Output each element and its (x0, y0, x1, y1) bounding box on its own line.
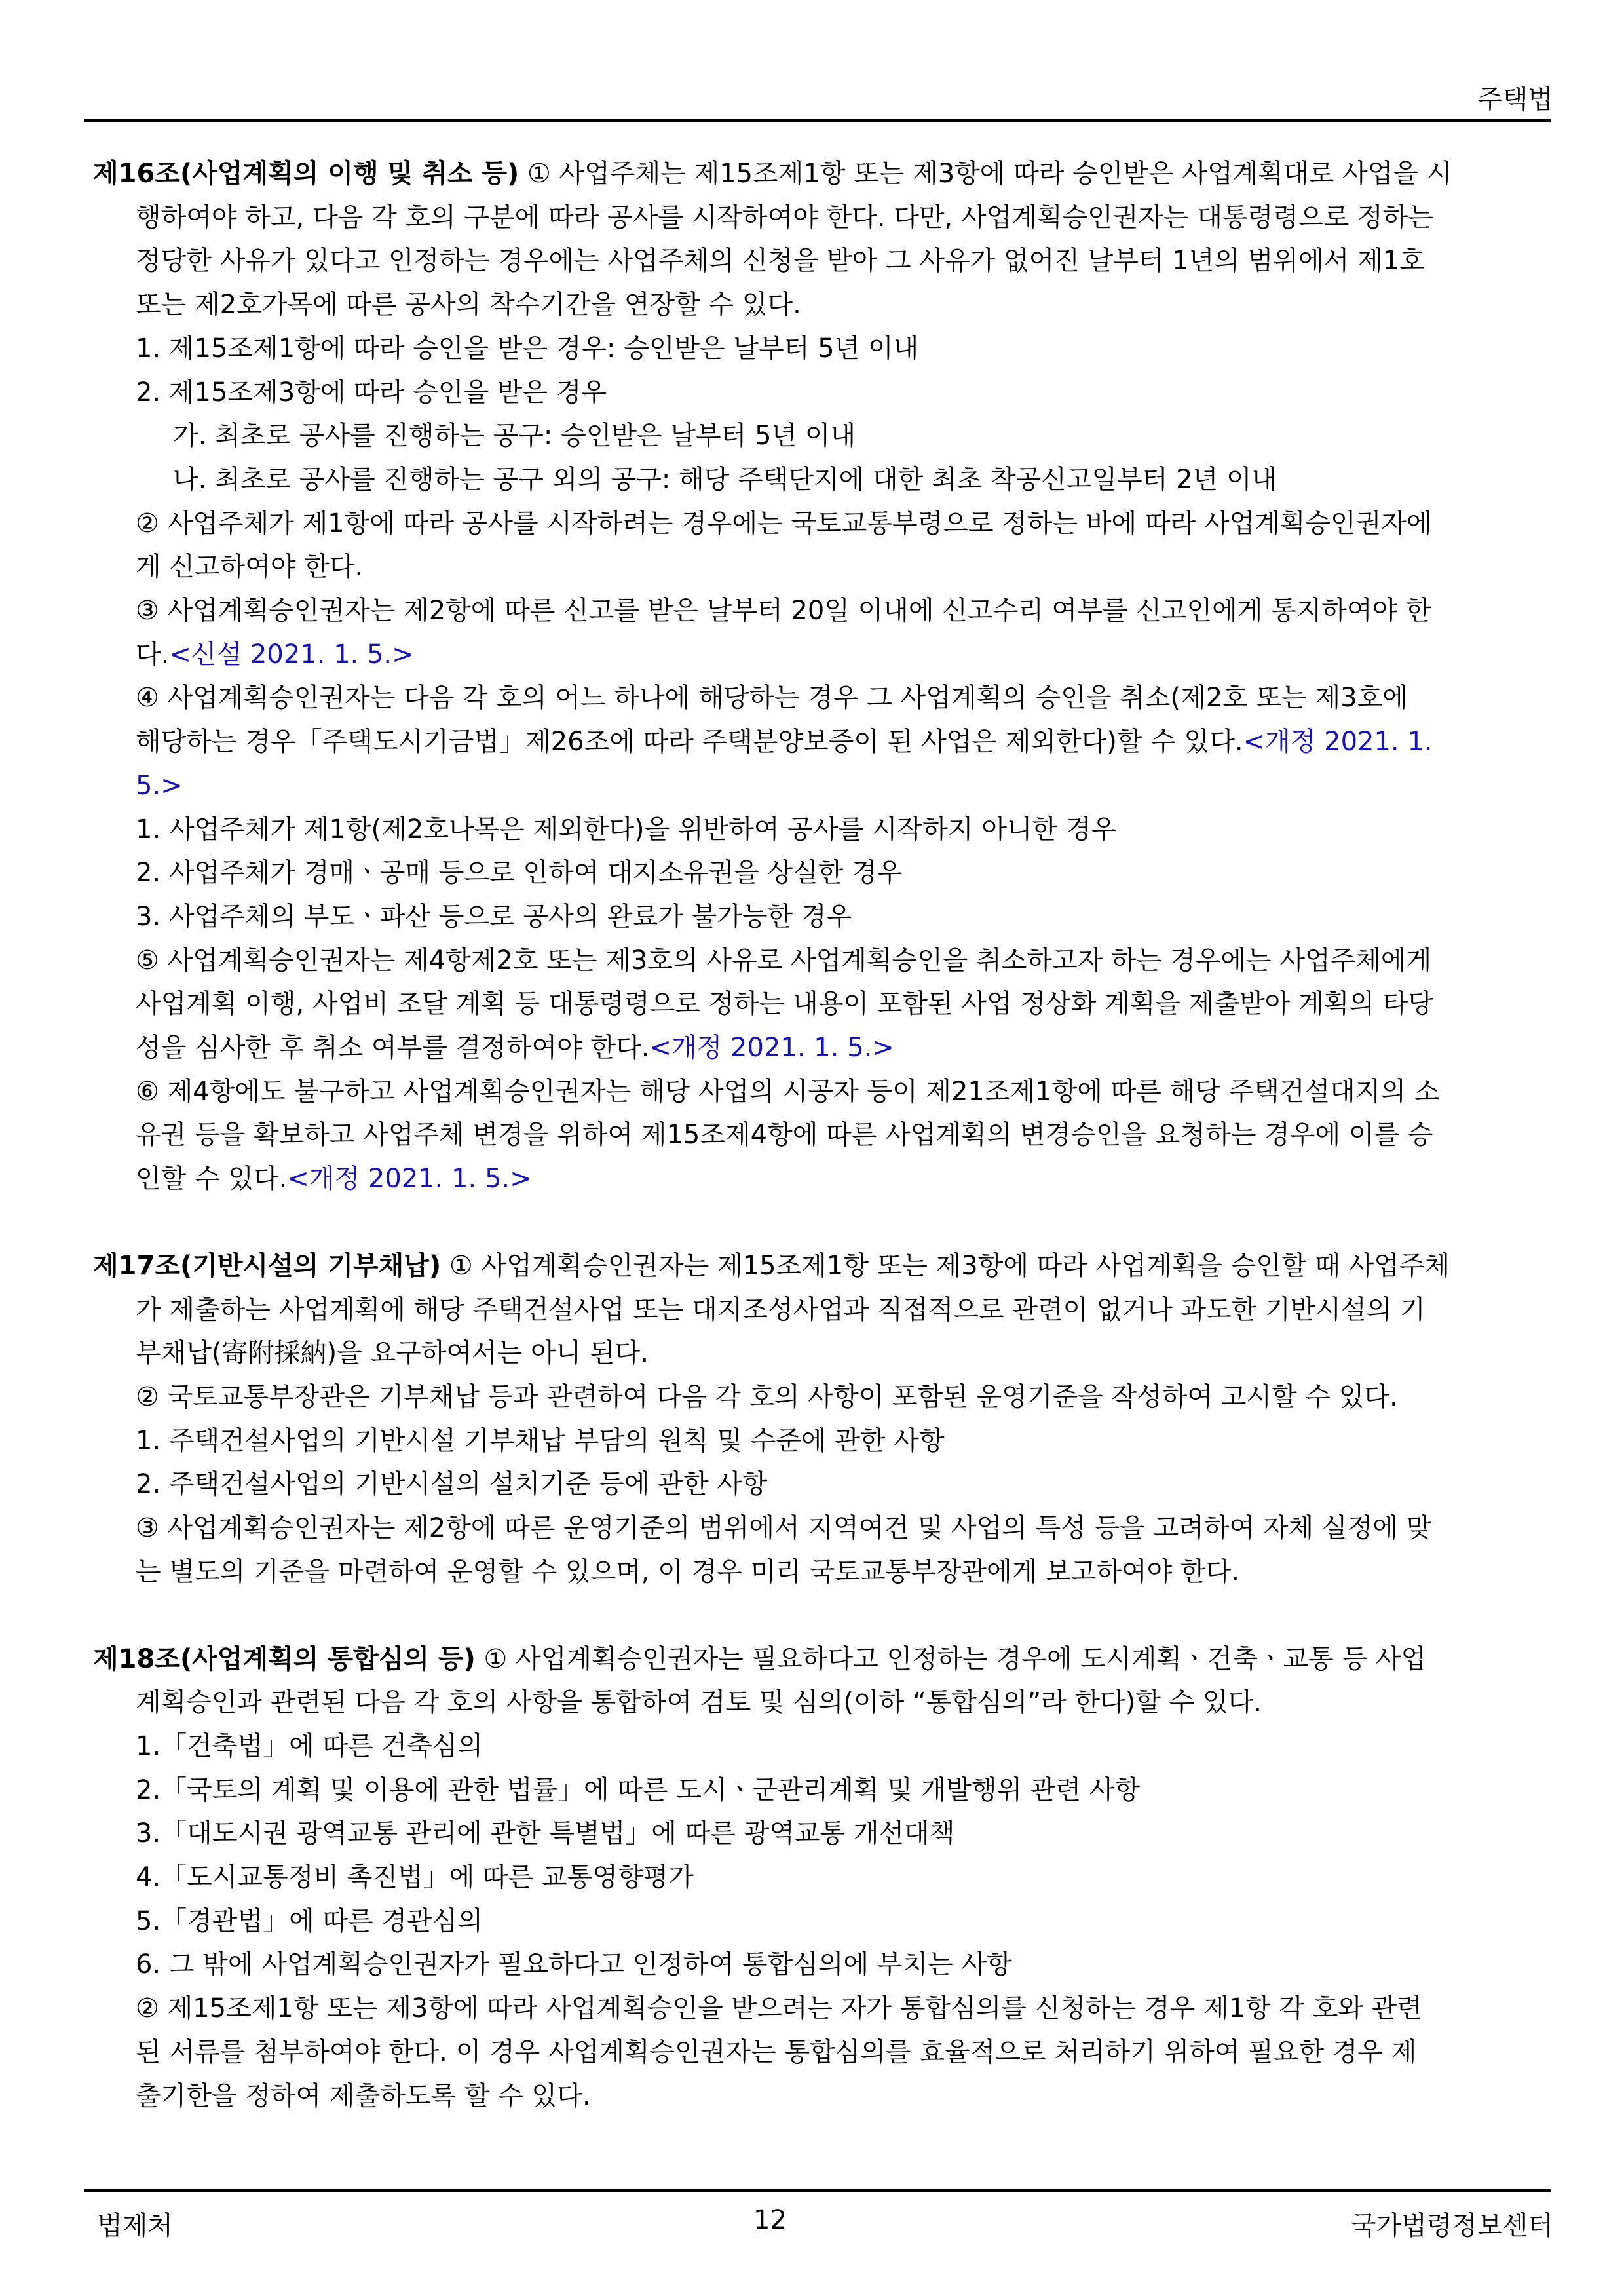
line-text: 사업계획 이행, 사업비 조달 계획 등 대통령령으로 정하는 내용이 포함된 사업 정상화 계획을 제출받아 계획의 타당 (136, 989, 1433, 1020)
article-text-line (93, 545, 1551, 589)
line-text: 3.「대도시권 광역교통 관리에 관한 특별법」에 따른 광역교통 개선대책 (136, 1818, 955, 1849)
line-text: 유권 등을 확보하고 사업주체 변경을 위하여 제15조제4항에 따른 사업계획의 변경승인을 요청하는 경우에 이를 승 (136, 1120, 1433, 1151)
article-text-line (93, 1725, 1551, 1769)
line-text: ② 제15조제1항 또는 제3항에 따라 사업계획승인을 받으려는 자가 통합심의를 신청하는 경우 제1항 각 호와 관련 (136, 1993, 1422, 2024)
line-text: 2. 주택건설사업의 기반시설의 설치기준 등에 관한 사항 (136, 1469, 768, 1500)
line-text: ⑤ 사업계획승인권자는 제4항제2호 또는 제3호의 사유로 사업계획승인을 취소하고자 하는 경우에는 사업주체에게 (136, 945, 1432, 976)
article-title: 제17조(기반시설의 기부채납) (93, 1250, 442, 1281)
line-text: 3. 사업주체의 부도ㆍ파산 등으로 공사의 완료가 불가능한 경우 (136, 901, 852, 932)
article-text-line (93, 939, 1551, 983)
line-text: 5.「경관법」에 따른 경관심의 (136, 1905, 483, 1936)
line-text: 나. 최초로 공사를 진행하는 공구 외의 공구: 해당 주택단지에 대한 최초 착공신고일부터 2년 이내 (173, 464, 1277, 495)
line-text: 6. 그 밖에 사업계획승인권자가 필요하다고 인정하여 통합심의에 부치는 사항 (136, 1949, 1012, 1980)
article-text-line (93, 1769, 1551, 1812)
footer-source: 국가법령정보센터 (1350, 2211, 1553, 2241)
line-text: 1.「건축법」에 따른 건축심의 (136, 1731, 483, 1761)
article-text-line (93, 1113, 1551, 1157)
line-text: ③ 사업계획승인권자는 제2항에 따른 신고를 받은 날부터 20일 이내에 신고수리 여부를 신고인에게 통지하여야 한 (136, 596, 1431, 626)
amendment-note: <개정 2021. 1. 5.> (287, 1164, 532, 1195)
line-text: 출기한을 정하여 제출하도록 할 수 있다. (136, 2080, 591, 2111)
article-heading-line (93, 1244, 1551, 1288)
article-text-line (93, 764, 1551, 808)
article-text-line (93, 1463, 1551, 1506)
footer-publisher: 법제처 (97, 2211, 173, 2241)
article-text-line (93, 1681, 1551, 1725)
line-text: ⑥ 제4항에도 불구하고 사업계획승인권자는 해당 사업의 시공자 등이 제21조제1항에 따른 해당 주택건설대지의 소 (136, 1076, 1440, 1107)
line-text: ③ 사업계획승인권자는 제2항에 따른 운영기준의 범위에서 지역여건 및 사업의 특성 등을 고려하여 자체 실정에 맞 (136, 1513, 1432, 1544)
line-text: 는 별도의 기준을 마련하여 운영할 수 있으며, 이 경우 미리 국토교통부장관에게 보고하여야 한다. (136, 1556, 1239, 1587)
line-text: ① 사업주체는 제15조제1항 또는 제3항에 따라 승인받은 사업계획대로 사업을 시 (519, 159, 1452, 189)
article-text-line (93, 239, 1551, 283)
article-text-line (93, 283, 1551, 327)
article-text-line (93, 1419, 1551, 1463)
article-text-line (93, 720, 1551, 764)
article-title: 제16조(사업계획의 이행 및 취소 등) (93, 159, 519, 189)
article-text-line (93, 1288, 1551, 1332)
article-text-line (93, 414, 1551, 458)
line-text: ② 국토교통부장관은 기부채납 등과 관련하여 다음 각 호의 사항이 포함된 운영기준을 작성하여 고시할 수 있다. (136, 1381, 1398, 1412)
article-text-line (93, 808, 1551, 852)
line-text: 가 제출하는 사업계획에 해당 주택건설사업 또는 대지조성사업과 직접적으로 관련이 없거나 과도한 기반시설의 기 (136, 1294, 1426, 1325)
article-text-line (93, 895, 1551, 939)
amendment-note: <개정 2021. 1. 5.> (649, 1033, 894, 1063)
article-text-line (93, 2031, 1551, 2075)
article-text-line (93, 1375, 1551, 1419)
article-text-line (93, 1550, 1551, 1594)
line-text: 해당하는 경우「주택도시기금법」제26조에 따라 주택분양보증이 된 사업은 제외한다)할 수 있다. (136, 727, 1243, 757)
page-number: 12 (753, 2205, 787, 2235)
footer-rule (84, 2189, 1551, 2192)
article-text-line (93, 2075, 1551, 2118)
article-text-line (93, 196, 1551, 240)
article-text-line (93, 327, 1551, 371)
line-text: 1. 사업주체가 제1항(제2호나목은 제외한다)을 위반하여 공사를 시작하지 아니한 경우 (136, 814, 1117, 845)
article-text-line (93, 633, 1551, 677)
amendment-note: 5.> (136, 770, 183, 801)
line-text: 게 신고하여야 한다. (136, 552, 364, 583)
article-text-line (93, 1070, 1551, 1114)
article-block (93, 152, 1551, 1201)
line-text: 정당한 사유가 있다고 인정하는 경우에는 사업주체의 신청을 받아 그 사유가 없어진 날부터 1년의 범위에서 제1호 (136, 246, 1425, 277)
article-text-line (93, 1812, 1551, 1856)
document-body (93, 152, 1551, 2161)
article-block (93, 1637, 1551, 2118)
header-rule (84, 119, 1551, 122)
article-text-line (93, 1987, 1551, 2031)
article-text-line (93, 1026, 1551, 1070)
line-text: 1. 주택건설사업의 기반시설 기부채납 부담의 원칙 및 수준에 관한 사항 (136, 1425, 945, 1456)
article-text-line (93, 502, 1551, 546)
article-text-line (93, 1943, 1551, 1987)
line-text: 인할 수 있다. (136, 1164, 288, 1195)
line-text: 4.「도시교통정비 촉진법」에 따른 교통영향평가 (136, 1862, 694, 1893)
line-text: 계획승인과 관련된 다음 각 호의 사항을 통합하여 검토 및 심의(이하 “통합심의”라 한다)할 수 있다. (136, 1687, 1262, 1718)
article-text-line (93, 982, 1551, 1026)
line-text: ④ 사업계획승인권자는 다음 각 호의 어느 하나에 해당하는 경우 그 사업계획의 승인을 취소(제2호 또는 제3호에 (136, 683, 1408, 714)
article-text-line (93, 1157, 1551, 1201)
line-text: ② 사업주체가 제1항에 따라 공사를 시작하려는 경우에는 국토교통부령으로 정하는 바에 따라 사업계획승인권자에 (136, 508, 1432, 539)
line-text: 성을 심사한 후 취소 여부를 결정하여야 한다. (136, 1033, 650, 1063)
line-text: 행하여야 하고, 다음 각 호의 구분에 따라 공사를 시작하여야 한다. 다만, 사업계획승인권자는 대통령령으로 정하는 (136, 202, 1433, 233)
article-text-line (93, 1331, 1551, 1375)
article-text-line (93, 589, 1551, 633)
line-text: 다. (136, 639, 170, 670)
article-text-line (93, 1900, 1551, 1943)
line-text: ① 사업계획승인권자는 제15조제1항 또는 제3항에 따라 사업계획을 승인할 때 사업주체 (441, 1250, 1450, 1281)
line-text: 2. 제15조제3항에 따라 승인을 받은 경우 (136, 377, 607, 408)
article-text-line (93, 1856, 1551, 1900)
article-block (93, 1244, 1551, 1594)
article-title: 제18조(사업계획의 통합심의 등) (93, 1643, 476, 1674)
amendment-note: <개정 2021. 1. (1243, 727, 1433, 757)
line-text: 2.「국토의 계획 및 이용에 관한 법률」에 따른 도시ㆍ군관리계획 및 개발행위 관련 사항 (136, 1774, 1141, 1805)
amendment-note: <신설 2021. 1. 5.> (169, 639, 414, 670)
line-text: 또는 제2호가목에 따른 공사의 착수기간을 연장할 수 있다. (136, 290, 801, 320)
article-heading-line (93, 1637, 1551, 1681)
article-text-line (93, 371, 1551, 415)
line-text: ① 사업계획승인권자는 필요하다고 인정하는 경우에 도시계획ㆍ건축ㆍ교통 등 사업 (475, 1643, 1427, 1674)
article-text-line (93, 1506, 1551, 1550)
line-text: 부채납(寄附採納)을 요구하여서는 아니 된다. (136, 1338, 649, 1369)
article-text-line (93, 458, 1551, 502)
article-heading-line (93, 152, 1551, 196)
line-text: 1. 제15조제1항에 따라 승인을 받은 경우: 승인받은 날부터 5년 이내 (136, 333, 919, 364)
line-text: 2. 사업주체가 경매ㆍ공매 등으로 인하여 대지소유권을 상실한 경우 (136, 858, 903, 889)
line-text: 가. 최초로 공사를 진행하는 공구: 승인받은 날부터 5년 이내 (173, 421, 856, 451)
article-text-line (93, 851, 1551, 895)
article-text-line (93, 676, 1551, 720)
line-text: 된 서류를 첨부하여야 한다. 이 경우 사업계획승인권자는 통합심의를 효율적으로 처리하기 위하여 필요한 경우 제 (136, 2037, 1417, 2067)
document-header-title: 주택법 (1477, 85, 1553, 115)
